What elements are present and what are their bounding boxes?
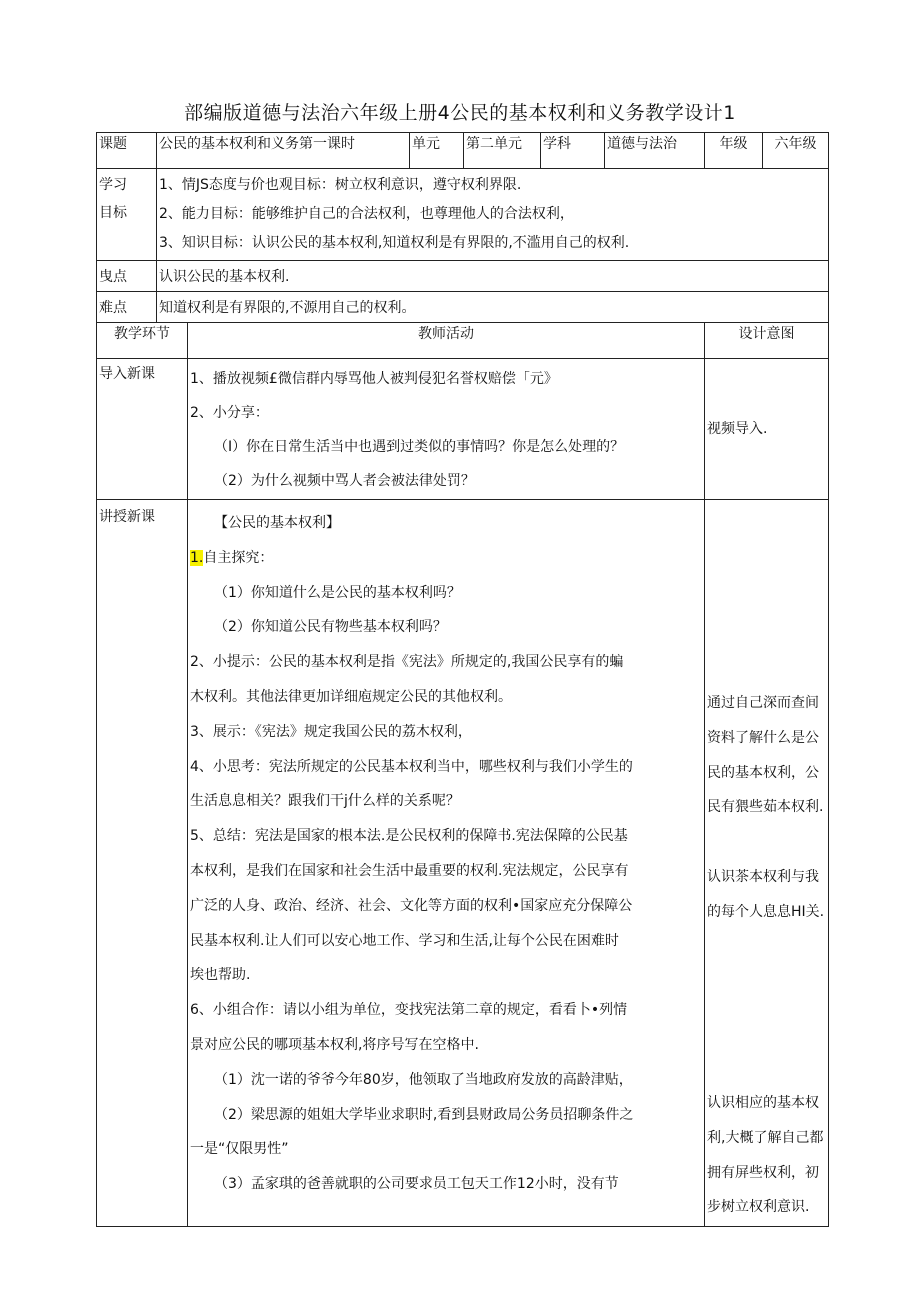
intent-block-3: 认识相应的基本权 利,大概了解自己都 拥有屏些权利，初 步树立权利意识. <box>707 1095 824 1216</box>
intro-line: （I）你在日常生活当中也遇到过类似的事情吗？你是怎么处理的？ <box>214 439 625 455</box>
subject-value: 道德与法治 <box>605 133 705 169</box>
subject-label: 学科 <box>541 133 605 169</box>
teach-line: 木权利。其他法律更加详细庖规定公民的其他权利。 <box>190 688 512 705</box>
teach-heading: 【公民的基本权利】 <box>214 515 340 531</box>
document-title: 部编版道德与法治六年级上册4公民的基本权利和义务教学设计1 <box>184 102 736 124</box>
teach-line: 6、小组合作：请以小组为单位，变找宪法第二章的规定，看看卜•列情 <box>190 1002 628 1019</box>
grade-label: 年级 <box>705 133 763 169</box>
intent-block-2: 认识茶本权利与我 的每个人息息HI关. <box>707 869 825 920</box>
column-header-row <box>97 323 829 359</box>
goals-row <box>97 169 829 261</box>
teach-line: 生活息息相关？跟我们干j什么样的关系呢？ <box>190 793 460 810</box>
col-stage-header: 教学环节 <box>97 323 188 359</box>
teach-question: （2）你知道公民有物些基本权利吗？ <box>214 619 447 636</box>
intro-intent: 视频导入. <box>705 359 829 500</box>
key-point-value: 认识公民的基本权利. <box>157 261 829 292</box>
intro-stage: 导入新课 <box>97 359 188 500</box>
teach-line: 5、总结：宪法是国家的根本法.是公民权利的保障书.宪法保障的公民基 <box>190 828 628 845</box>
goals-label-line1: 学习 <box>99 177 127 193</box>
teach-row <box>97 500 829 1227</box>
course-value: 公民的基本权利和义务第一课时 <box>157 133 410 169</box>
teach-scenario: （2）梁思源的姐姐大学毕业求职时,看到县财政局公务员招聊条件之 <box>214 1106 634 1123</box>
goals-label-line2: 目标 <box>99 205 127 221</box>
difficulty-label: 难点 <box>97 292 157 323</box>
unit-label: 单元 <box>410 133 464 169</box>
teach-line: 埃也帮助. <box>190 967 251 984</box>
teach-activity <box>188 500 705 1227</box>
teach-question: （1）你知道什么是公民的基本权利吗？ <box>214 584 461 601</box>
course-label: 课题 <box>97 133 157 169</box>
goal-item: 3、知识目标：认识公民的基本权利,知道权利是有界限的,不滥用自己的权利. <box>159 235 630 251</box>
intro-line: 2、小分享： <box>190 405 269 421</box>
goal-item: 2、能力目标：能够维护自己的合法权利，也尊理他人的合法权利， <box>159 206 574 222</box>
intro-activity <box>188 359 705 500</box>
lesson-plan-table <box>96 132 829 1227</box>
intro-line: 1、播放视频£微信群内辱骂他人被判侵犯名誉权赔偿「元》 <box>190 371 558 387</box>
intro-row <box>97 359 829 500</box>
teach-line: 2、小提示：公民的基本权利是指《宪法》所规定的,我国公民享有的蝙 <box>190 654 624 671</box>
item-number-highlight: 1. <box>190 549 204 566</box>
col-intent-header: 设计意图 <box>705 323 829 359</box>
goal-item: 1、情JS态度与价也观目标：树立权利意识，遵守权利界限. <box>159 177 522 193</box>
col-activity-header: 教师活动 <box>188 323 705 359</box>
teach-line: 民基本权利.让人们可以安心地工作、学习和生活,让每个公民在困难时 <box>190 932 619 949</box>
teach-line: 景对应公民的哪项基本权利,将序号写在空格中. <box>190 1036 479 1053</box>
teach-line: 本权利，是我们在国家和社会生活中最重要的权利.宪法规定，公民享有 <box>190 862 629 879</box>
goals-label <box>97 169 157 261</box>
teach-line: 3、展示：《宪法》规定我国公民的荔木权利， <box>190 723 472 740</box>
teach-intent <box>705 500 829 1227</box>
key-point-label: 曳点 <box>97 261 157 292</box>
teach-scenario: （1）沈一诺的爷爷今年80岁，他领取了当地政府发放的高龄津贴， <box>214 1071 633 1088</box>
intro-line: （2）为什么视频中骂人者会被法律处罚？ <box>214 473 475 489</box>
teach-line: 4、小思考：宪法所规定的公民基本权利当中，哪些权利与我们小学生的 <box>190 758 633 775</box>
difficulty-value: 知道权利是有界限的,不源用自己的权利。 <box>157 292 829 323</box>
teach-scenario: （3）孟家琪的爸善就职的公司要求员工包天工作12小时，没有节 <box>214 1176 619 1193</box>
teach-scenario: 一是“仅限男性” <box>190 1141 289 1158</box>
header-row <box>97 133 829 169</box>
key-point-row <box>97 261 829 292</box>
teach-line: 广泛的人身、政治、经济、社会、文化等方面的权利•国家应充分保障公 <box>190 897 633 914</box>
teach-stage: 讲授新课 <box>97 500 188 1227</box>
intent-block-1: 通过自己深而查间 资料了解什么是公 民的基本权利，公 民有猥些茹本权利. <box>707 695 824 816</box>
difficulty-row <box>97 292 829 323</box>
teach-item-1: 1.自主探究： <box>190 549 274 566</box>
grade-value: 六年级 <box>763 133 829 169</box>
goals-content <box>157 169 829 261</box>
unit-value: 第二单元 <box>464 133 541 169</box>
